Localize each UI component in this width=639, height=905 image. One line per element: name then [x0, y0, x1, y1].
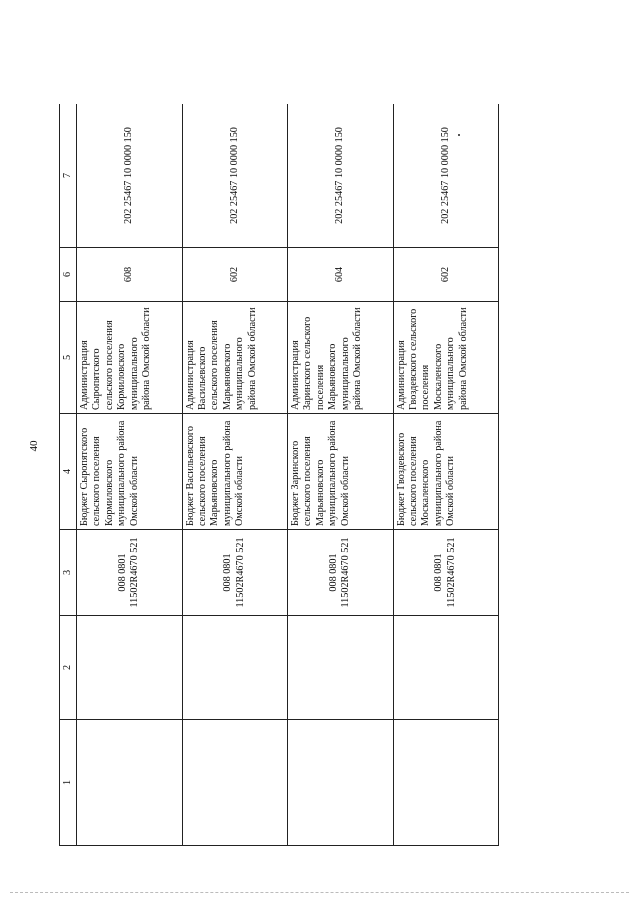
header-col-6: 6	[60, 248, 77, 302]
cell-admin-code: 602	[182, 248, 288, 302]
page-number: 40	[28, 440, 40, 452]
header-col-1: 1	[60, 720, 77, 846]
header-col-7: 7	[60, 104, 77, 248]
cell-code: 008 0801 11502R4670 521	[288, 530, 394, 616]
cell-code: 008 0801 11502R4670 521	[77, 530, 183, 616]
budget-table	[59, 104, 499, 846]
cell-col-2	[393, 616, 499, 720]
header-col-4: 4	[60, 414, 77, 530]
header-col-5: 5	[60, 302, 77, 414]
cell-administration: Администрация Сыропятского сельского поселения Кормиловского муниципального района Омской области	[77, 302, 183, 414]
table-row	[393, 104, 499, 846]
cell-col-2	[288, 616, 394, 720]
cell-budget-name: Бюджет Сыропятского сельского поселения Кормиловского муниципального района Омской области	[77, 414, 183, 530]
cell-admin-code: 608	[77, 248, 183, 302]
header-col-3: 3	[60, 530, 77, 616]
cell-code: 008 0801 11502R4670 521	[182, 530, 288, 616]
cell-code: 008 0801 11502R4670 521	[393, 530, 499, 616]
table-row	[288, 104, 394, 846]
scan-bottom-edge	[10, 892, 629, 893]
rotated-table-container	[59, 104, 499, 846]
cell-revenue-code: 202 25467 10 0000 150	[77, 104, 183, 248]
cell-budget-name: Бюджет Васильевского сельского поселения Марьяновского муниципального района Омской области	[182, 414, 288, 530]
cell-revenue-code: 202 25467 10 0000 150	[182, 104, 288, 248]
cell-administration: Администрация Заринского сельского поселения Марьяновского муниципального района Омской области	[288, 302, 394, 414]
cell-administration: Администрация Васильевского сельского поселения Марьяновского муниципального района Омской области	[182, 302, 288, 414]
cell-administration: Администрация Гвоздевского сельского поселения Москаленского муниципального района Омской области	[393, 302, 499, 414]
cell-budget-name: Бюджет Заринского сельского поселения Марьяновского муниципального района Омской области	[288, 414, 394, 530]
cell-admin-code: 604	[288, 248, 394, 302]
scan-speck	[458, 134, 460, 136]
cell-col-2	[182, 616, 288, 720]
cell-col-1	[77, 720, 183, 846]
cell-revenue-code: 202 25467 10 0000 150	[288, 104, 394, 248]
table-header-row	[60, 104, 77, 846]
cell-col-1	[288, 720, 394, 846]
cell-budget-name: Бюджет Гвоздевского сельского поселения Москаленского муниципального района Омской области	[393, 414, 499, 530]
table-row	[77, 104, 183, 846]
header-col-2: 2	[60, 616, 77, 720]
cell-col-1	[393, 720, 499, 846]
cell-revenue-code: 202 25467 10 0000 150	[393, 104, 499, 248]
cell-admin-code: 602	[393, 248, 499, 302]
cell-col-1	[182, 720, 288, 846]
table-row	[182, 104, 288, 846]
table-region	[59, 104, 499, 846]
cell-col-2	[77, 616, 183, 720]
